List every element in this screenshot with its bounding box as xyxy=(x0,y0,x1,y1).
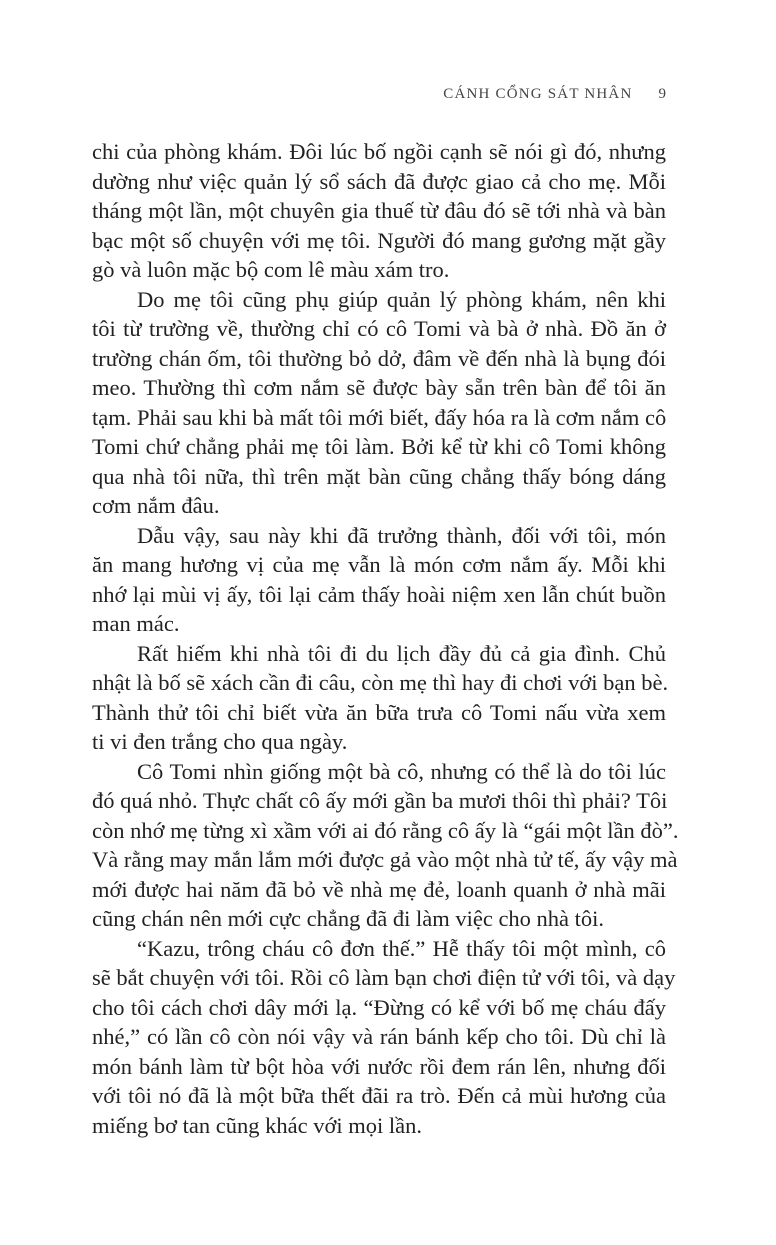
text-line: Và rằng may mắn lắm mới được gả vào một nhà tử tế, ấy vậy mà xyxy=(92,847,678,872)
text-line: gò và luôn mặc bộ com lê màu xám tro. xyxy=(92,257,450,282)
text-line: ti vi đen trắng cho qua ngày. xyxy=(92,729,348,754)
text-line: ăn mang hương vị của mẹ vẫn là món cơm nắm ấy. Mỗi khi xyxy=(92,552,666,577)
text-line: Dẫu vậy, sau này khi đã trưởng thành, đối với tôi, món xyxy=(137,522,666,548)
text-line: tôi từ trường về, thường chỉ có cô Tomi và bà ở nhà. Đồ ăn ở xyxy=(92,316,666,341)
text-line: man mác. xyxy=(92,611,180,636)
body-text xyxy=(92,137,679,1140)
text-line: nhé,” có lần cô còn nói vậy và rán bánh kếp cho tôi. Dù chỉ là xyxy=(92,1024,666,1049)
text-line: cơm nắm đâu. xyxy=(92,493,220,518)
text-line: tạm. Phải sau khi bà mất tôi mới biết, đấy hóa ra là cơm nắm cô xyxy=(92,404,667,430)
text-line: qua nhà tôi nữa, thì trên mặt bàn cũng chẳng thấy bóng dáng xyxy=(92,463,666,489)
text-line: cho tôi cách chơi dây mới lạ. “Đừng có kể với bố mẹ cháu đấy xyxy=(92,994,666,1020)
text-line: món bánh làm từ bột hòa với nước rồi đem rán lên, nhưng đối xyxy=(92,1053,666,1079)
text-line: meo. Thường thì cơm nắm sẽ được bày sẵn trên bàn để tôi ăn xyxy=(92,375,666,400)
text-line: tháng một lần, một chuyên gia thuế từ đâu đó sẽ tới nhà và bàn xyxy=(92,198,666,223)
text-line: bạc một số chuyện với mẹ tôi. Người đó mang gương mặt gầy xyxy=(92,227,666,253)
text-line: đó quá nhỏ. Thực chất cô ấy mới gần ba mươi thôi thì phải? Tôi xyxy=(92,788,668,813)
running-header xyxy=(443,86,666,103)
text-line: với tôi nó đã là một bữa thết đãi ra trò. Đến cả mùi hương của xyxy=(92,1083,666,1108)
text-line: Rất hiếm khi nhà tôi đi du lịch đầy đủ cả gia đình. Chủ xyxy=(137,640,666,666)
page-number: 9 xyxy=(658,86,666,102)
text-line: “Kazu, trông cháu cô đơn thế.” Hễ thấy tôi một mình, cô xyxy=(137,935,666,961)
text-line: chi của phòng khám. Đôi lúc bố ngồi cạnh sẽ nói gì đó, nhưng xyxy=(92,139,666,164)
text-line: miếng bơ tan cũng khác với mọi lần. xyxy=(92,1112,422,1138)
text-line: Cô Tomi nhìn giống một bà cô, nhưng có thể là do tôi lúc xyxy=(137,758,666,784)
text-line: Tomi chứ chẳng phải mẹ tôi làm. Bởi kể từ khi cô Tomi không xyxy=(92,434,666,459)
text-line: Thành thử tôi chỉ biết vừa ăn bữa trưa cô Tomi nấu vừa xem xyxy=(92,699,666,725)
text-line: nhật là bố sẽ xách cần đi câu, còn mẹ thì hay đi chơi với bạn bè. xyxy=(92,670,669,695)
text-line: trường chán ốm, tôi thường bỏ dở, đâm về đến nhà là bụng đói xyxy=(92,345,666,371)
chapter-title: CÁNH CỔNG SÁT NHÂN xyxy=(443,86,633,102)
text-line: cũng chán nên mới cực chẳng đã đi làm việc cho nhà tôi. xyxy=(92,906,605,931)
text-line: dường như việc quản lý sổ sách đã được giao cả cho mẹ. Mỗi xyxy=(92,168,666,194)
text-line: nhớ lại mùi vị ấy, tôi lại cảm thấy hoài niệm xen lẫn chút buồn xyxy=(92,581,666,607)
text-line: còn nhớ mẹ từng xì xầm với ai đó rằng cô ấy là “gái một lần đò”. xyxy=(92,817,679,843)
text-line: sẽ bắt chuyện với tôi. Rồi cô làm bạn chơi điện tử với tôi, và dạy xyxy=(92,965,676,990)
text-line: mới được hai năm đã bỏ về nhà mẹ đẻ, loanh quanh ở nhà mãi xyxy=(92,876,666,902)
text-line: Do mẹ tôi cũng phụ giúp quản lý phòng khám, nên khi xyxy=(137,286,666,312)
